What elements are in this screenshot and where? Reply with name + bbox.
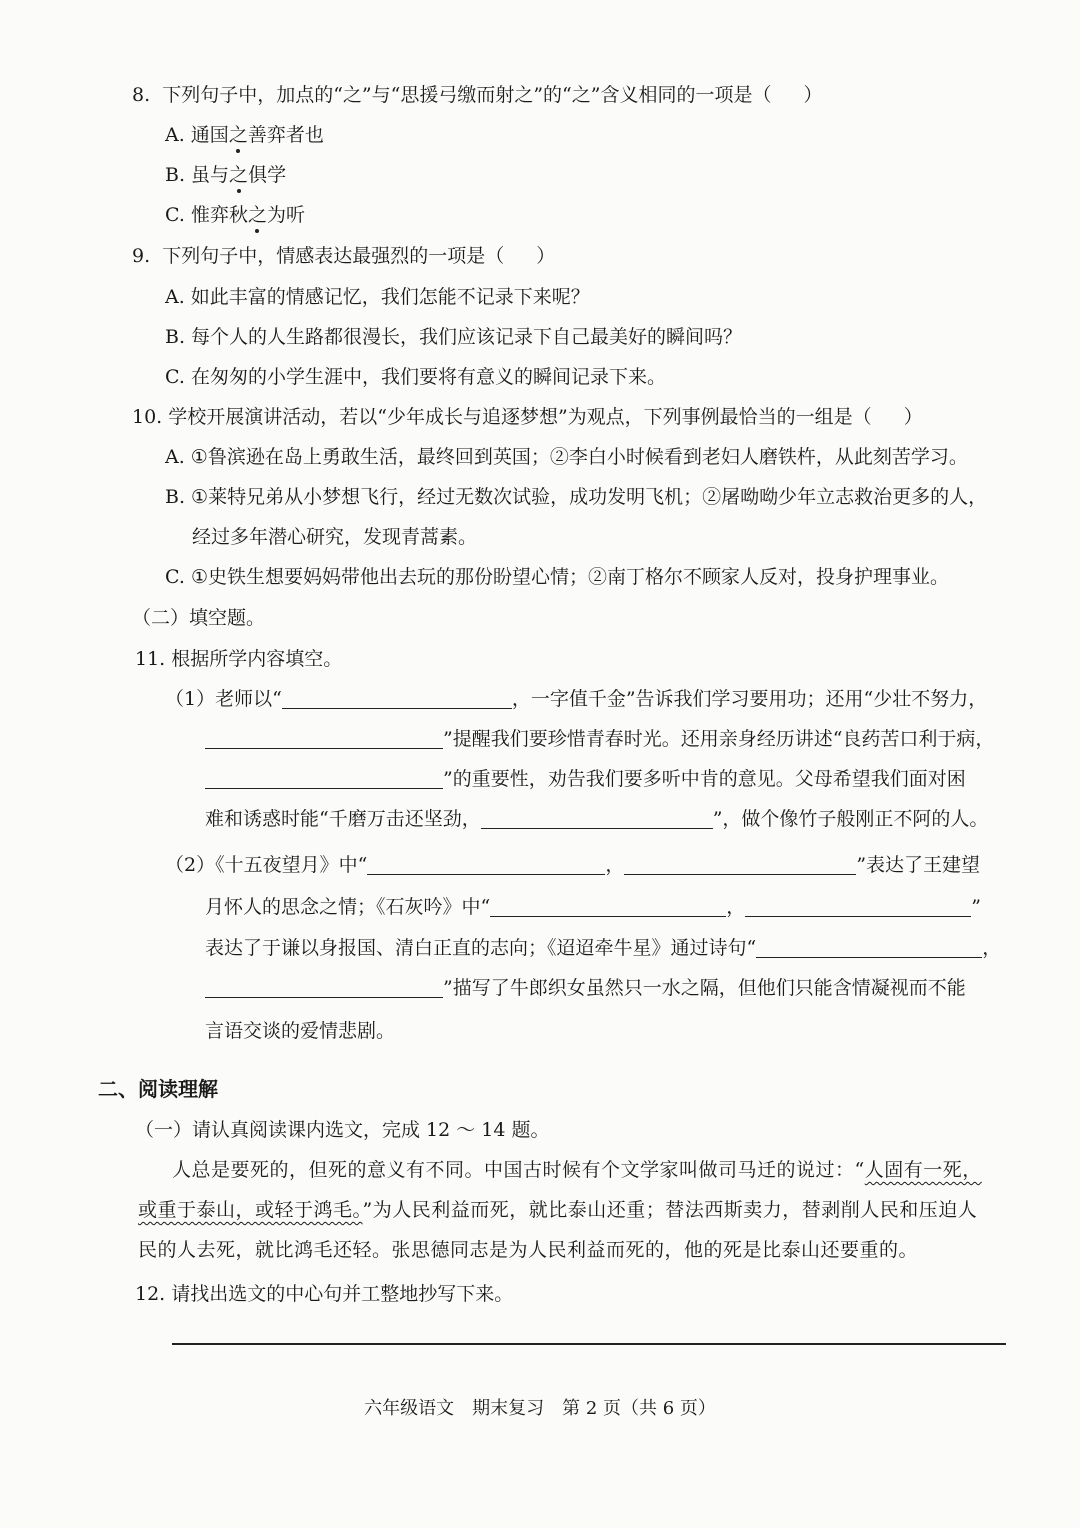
fill-blank[interactable]	[481, 808, 713, 829]
q9-option-b: B. 每个人的人生路都很漫长，我们应该记录下自己最美好的瞬间吗？	[165, 326, 743, 348]
q8-stem: 8. 下列句子中，加点的“之”与“思援弓缴而射之”的“之”含义相同的一项是（ ）	[132, 84, 823, 106]
fill-blank[interactable]	[367, 854, 605, 875]
q9-option-c: C. 在匆匆的小学生涯中，我们要将有意义的瞬间记录下来。	[165, 366, 666, 388]
q11-part2-line3: 表达了于谦以身报国、清白正直的志向；《迢迢牵牛星》通过诗句“ ，	[205, 937, 1002, 959]
fill-blank[interactable]	[490, 896, 726, 917]
q8-option-a: A. 通国之善弈者也	[165, 124, 324, 146]
fill-blank[interactable]	[205, 728, 443, 749]
fill-blank[interactable]	[624, 854, 856, 875]
q10-stem: 10. 学校开展演讲活动，若以“少年成长与追逐梦想”为观点，下列事例最恰当的一组是（ ）	[132, 406, 923, 428]
q11-part2-line1: （2）《十五夜望月》中“ ， ”表达了王建望	[165, 854, 981, 876]
reading-passage-line1: 人总是要死的，但死的意义有不同。中国古时候有个文学家叫做司马迁的说过：“人固有一死，	[172, 1159, 982, 1181]
q11-part1-line1: （1）老师以“ ，一字值千金”告诉我们学习要用功；还用“少壮不努力，	[165, 688, 988, 710]
reading-passage-line2: 或重于泰山，或轻于鸿毛。”为人民利益而死，就比泰山还重；替法西斯卖力，替剥削人民和压迫人	[138, 1199, 978, 1221]
page-footer: 六年级语文 期末复习 第 2 页（共 6 页）	[364, 1398, 716, 1419]
q8-option-b: B. 虽与之俱学	[165, 164, 287, 186]
answer-line[interactable]	[172, 1343, 1006, 1345]
reading-intro: （一）请认真阅读课内选文，完成 12 ～ 14 题。	[135, 1119, 550, 1141]
q10-option-b: B. ①莱特兄弟从小梦想飞行，经过无数次试验，成功发明飞机；②屠呦呦少年立志救治更多的人，	[165, 486, 988, 508]
fill-blank[interactable]	[282, 688, 512, 709]
q10-option-a: A. ①鲁滨逊在岛上勇敢生活，最终回到英国；②李白小时候看到老妇人磨铁杵，从此刻苦学习。	[165, 446, 968, 468]
q11-part2-line4: ”描写了牛郎织女虽然只一水之隔，但他们只能含情凝视而不能	[205, 975, 966, 1001]
q10-option-c: C. ①史铁生想要妈妈带他出去玩的那份盼望心情；②南丁格尔不顾家人反对，投身护理事业。	[165, 566, 949, 588]
q12-stem: 12. 请找出选文的中心句并工整地抄写下来。	[135, 1283, 514, 1305]
q11-part1-line3: ”的重要性，劝告我们要多听中肯的意见。父母希望我们面对困	[205, 766, 966, 792]
section-reading-title: 二、阅读理解	[98, 1077, 218, 1101]
q10-option-b-cont: 经过多年潜心研究，发现青蒿素。	[192, 526, 478, 548]
section-fill-title: （二）填空题。	[132, 607, 266, 629]
fill-blank[interactable]	[205, 977, 443, 998]
q8-option-c: C. 惟弈秋之为听	[165, 204, 305, 226]
fill-blank[interactable]	[756, 937, 982, 958]
q11-stem: 11. 根据所学内容填空。	[135, 648, 343, 670]
q11-part1-line2: ”提醒我们要珍惜青春时光。还用亲身经历讲述“良药苦口利于病，	[205, 726, 994, 752]
q11-part2-line5: 言语交谈的爱情悲剧。	[205, 1020, 396, 1042]
fill-blank[interactable]	[745, 896, 971, 917]
fill-blank[interactable]	[205, 768, 443, 789]
reading-passage-line3: 民的人去死，就比鸿毛还轻。张思德同志是为人民利益而死的，他的死是比泰山还要重的。	[138, 1239, 919, 1261]
q11-part1-line4: 难和诱惑时能“千磨万击还坚劲， ”，做个像竹子般刚正不阿的人。	[205, 808, 989, 830]
q11-part2-line2: 月怀人的思念之情；《石灰吟》中“ ， ”	[205, 896, 981, 918]
q9-stem: 9. 下列句子中，情感表达最强烈的一项是（ ）	[132, 245, 556, 267]
q9-option-a: A. 如此丰富的情感记忆，我们怎能不记录下来呢？	[165, 286, 590, 308]
